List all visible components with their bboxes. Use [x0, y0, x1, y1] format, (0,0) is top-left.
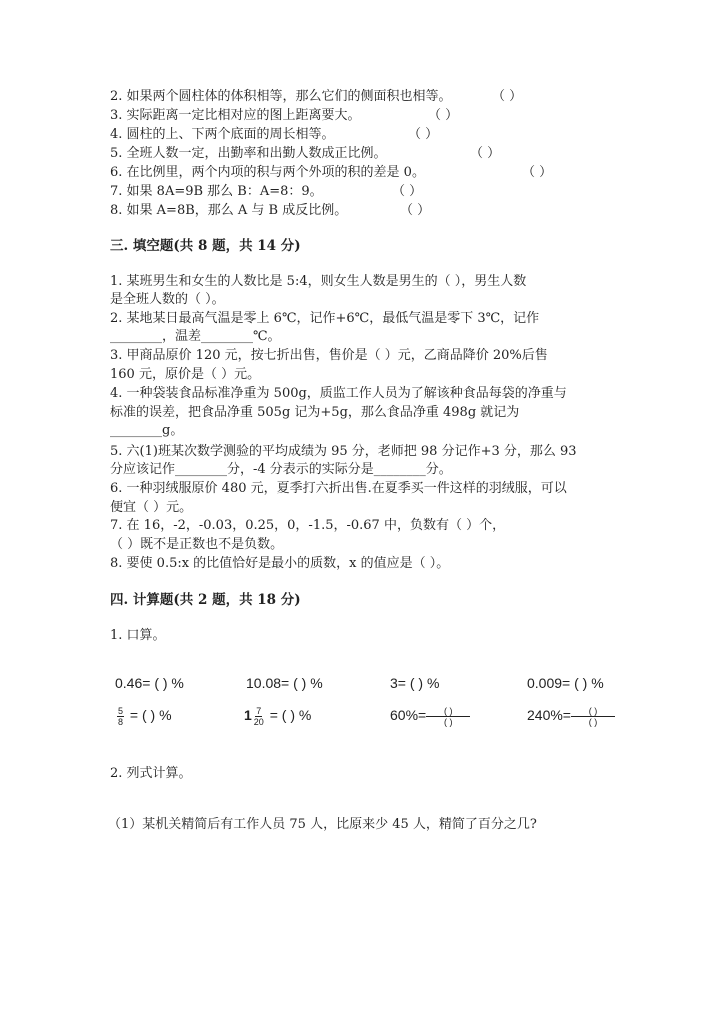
fill-in-line: 7. 在 16，-2，-0.03，0.25，0，-1.5，-0.67 中，负数有（ ）个，: [110, 518, 506, 533]
fill-in-line: 4. 一种袋装食品标准净重为 500g，质监工作人员为了解该种食品每袋的净重与: [110, 386, 567, 401]
fill-in-line: 3. 甲商品原价 120 元，按七折出售，售价是（ ）元，乙商品降价 20%后售: [110, 348, 548, 363]
sub-question-mental-math: 1. 口算。: [110, 628, 166, 643]
mental-math-item: 10.08= ( ) %: [246, 675, 323, 691]
sub-question-written-calc: 2. 列式计算。: [110, 766, 192, 781]
fraction-numerator: ( ): [571, 706, 615, 717]
answer-blank: （ ）: [428, 108, 459, 123]
fill-in-line: 6. 一种羽绒服原价 480 元，夏季打六折出售.在夏季买一件这样的羽绒服，可以: [110, 481, 567, 496]
blank-fraction: [571, 706, 615, 727]
fill-in-line: 分应该记作________分，-4 分表示的实际分是________分。: [110, 462, 452, 477]
fill-in-line: 160 元，原价是（ ）元。: [110, 367, 261, 382]
equation-tail: = ( ) %: [265, 707, 312, 723]
fill-in-line: （ ）既不是正数也不是负数。: [110, 537, 284, 552]
fraction-denominator: ( ): [443, 716, 453, 727]
equation-lead: 240%=: [527, 707, 571, 723]
fraction: [254, 706, 264, 727]
judgement-question-5: [110, 145, 501, 163]
question-text: 7. 如果 8A=9B 那么 B：A=8：9。: [110, 184, 323, 199]
fill-in-line: ________g。: [110, 423, 184, 438]
answer-blank: （ ）: [492, 89, 523, 104]
fraction-numerator: 5: [118, 705, 124, 716]
question-text: 3. 实际距离一定比相对应的图上距离要大。: [110, 108, 361, 123]
judgement-question-8: [110, 202, 431, 220]
equation-tail: = ( ) %: [126, 707, 172, 723]
fill-in-line: 5. 六(1)班某次数学测验的平均成绩为 95 分，老师把 98 分记作+3 分，那么 93: [110, 444, 577, 459]
section-heading-calculation: 四. 计算题(共 2 题，共 18 分): [110, 592, 301, 608]
fraction-numerator: ( ): [426, 706, 470, 717]
mental-math-item: 0.009= ( ) %: [527, 675, 604, 691]
fraction-denominator: ( ): [588, 716, 598, 727]
judgement-question-2: [110, 88, 523, 106]
mixed-number-whole: 1: [244, 707, 252, 723]
judgement-question-3: [110, 107, 459, 125]
fill-in-line: 便宜（ ）元。: [110, 500, 193, 515]
judgement-question-7: [110, 183, 423, 201]
question-text: 5. 全班人数一定，出勤率和出勤人数成正比例。: [110, 146, 387, 161]
question-text: 2. 如果两个圆柱体的体积相等，那么它们的侧面积也相等。: [110, 89, 452, 104]
fill-in-line: 标准的误差，把食品净重 505g 记为+5g，那么食品净重 498g 就记为: [110, 405, 520, 420]
mental-math-row-1: [0, 671, 720, 697]
mental-math-row-2: [0, 703, 720, 729]
judgement-question-6: [110, 164, 553, 182]
equation-lead: 60%=: [390, 707, 427, 723]
mental-math-item: [527, 703, 615, 727]
mental-math-item: [244, 703, 311, 727]
fraction-numerator: 7: [256, 705, 262, 716]
fraction-denominator: 8: [118, 716, 124, 727]
blank-fraction: [426, 706, 470, 727]
mental-math-item: [390, 703, 470, 727]
fraction: [117, 706, 124, 727]
answer-blank: （ ）: [408, 127, 439, 142]
answer-blank: （ ）: [392, 184, 423, 199]
fraction-denominator: 20: [253, 716, 264, 727]
answer-blank: （ ）: [400, 203, 431, 218]
question-text: 6. 在比例里，两个内项的积与两个外项的积的差是 0。: [110, 165, 425, 180]
fill-in-line: 2. 某地某日最高气温是零上 6℃，记作+6℃，最低气温是零下 3℃，记作: [110, 311, 540, 326]
fill-in-line: 1. 某班男生和女生的人数比是 5:4，则女生人数是男生的（ ），男生人数: [110, 274, 527, 289]
word-problem-1: （1）某机关精简后有工作人员 75 人，比原来少 45 人，精简了百分之几?: [108, 817, 537, 832]
fill-in-line: 是全班人数的（ ）。: [110, 292, 225, 307]
section-heading-fill-in: 三. 填空题(共 8 题，共 14 分): [110, 238, 301, 254]
mental-math-item: 0.46= ( ) %: [115, 675, 184, 691]
fill-in-line: 8. 要使 0.5:x 的比值恰好是最小的质数，x 的值应是（ ）。: [110, 556, 450, 571]
question-text: 8. 如果 A=8B，那么 A 与 B 成反比例。: [110, 203, 348, 218]
judgement-question-4: [110, 126, 439, 144]
mental-math-item: [115, 703, 172, 727]
answer-blank: （ ）: [522, 165, 553, 180]
answer-blank: （ ）: [470, 146, 501, 161]
question-text: 4. 圆柱的上、下两个底面的周长相等。: [110, 127, 335, 142]
mental-math-item: 3= ( ) %: [390, 675, 440, 691]
fill-in-line: ________，温差________℃。: [110, 329, 281, 344]
